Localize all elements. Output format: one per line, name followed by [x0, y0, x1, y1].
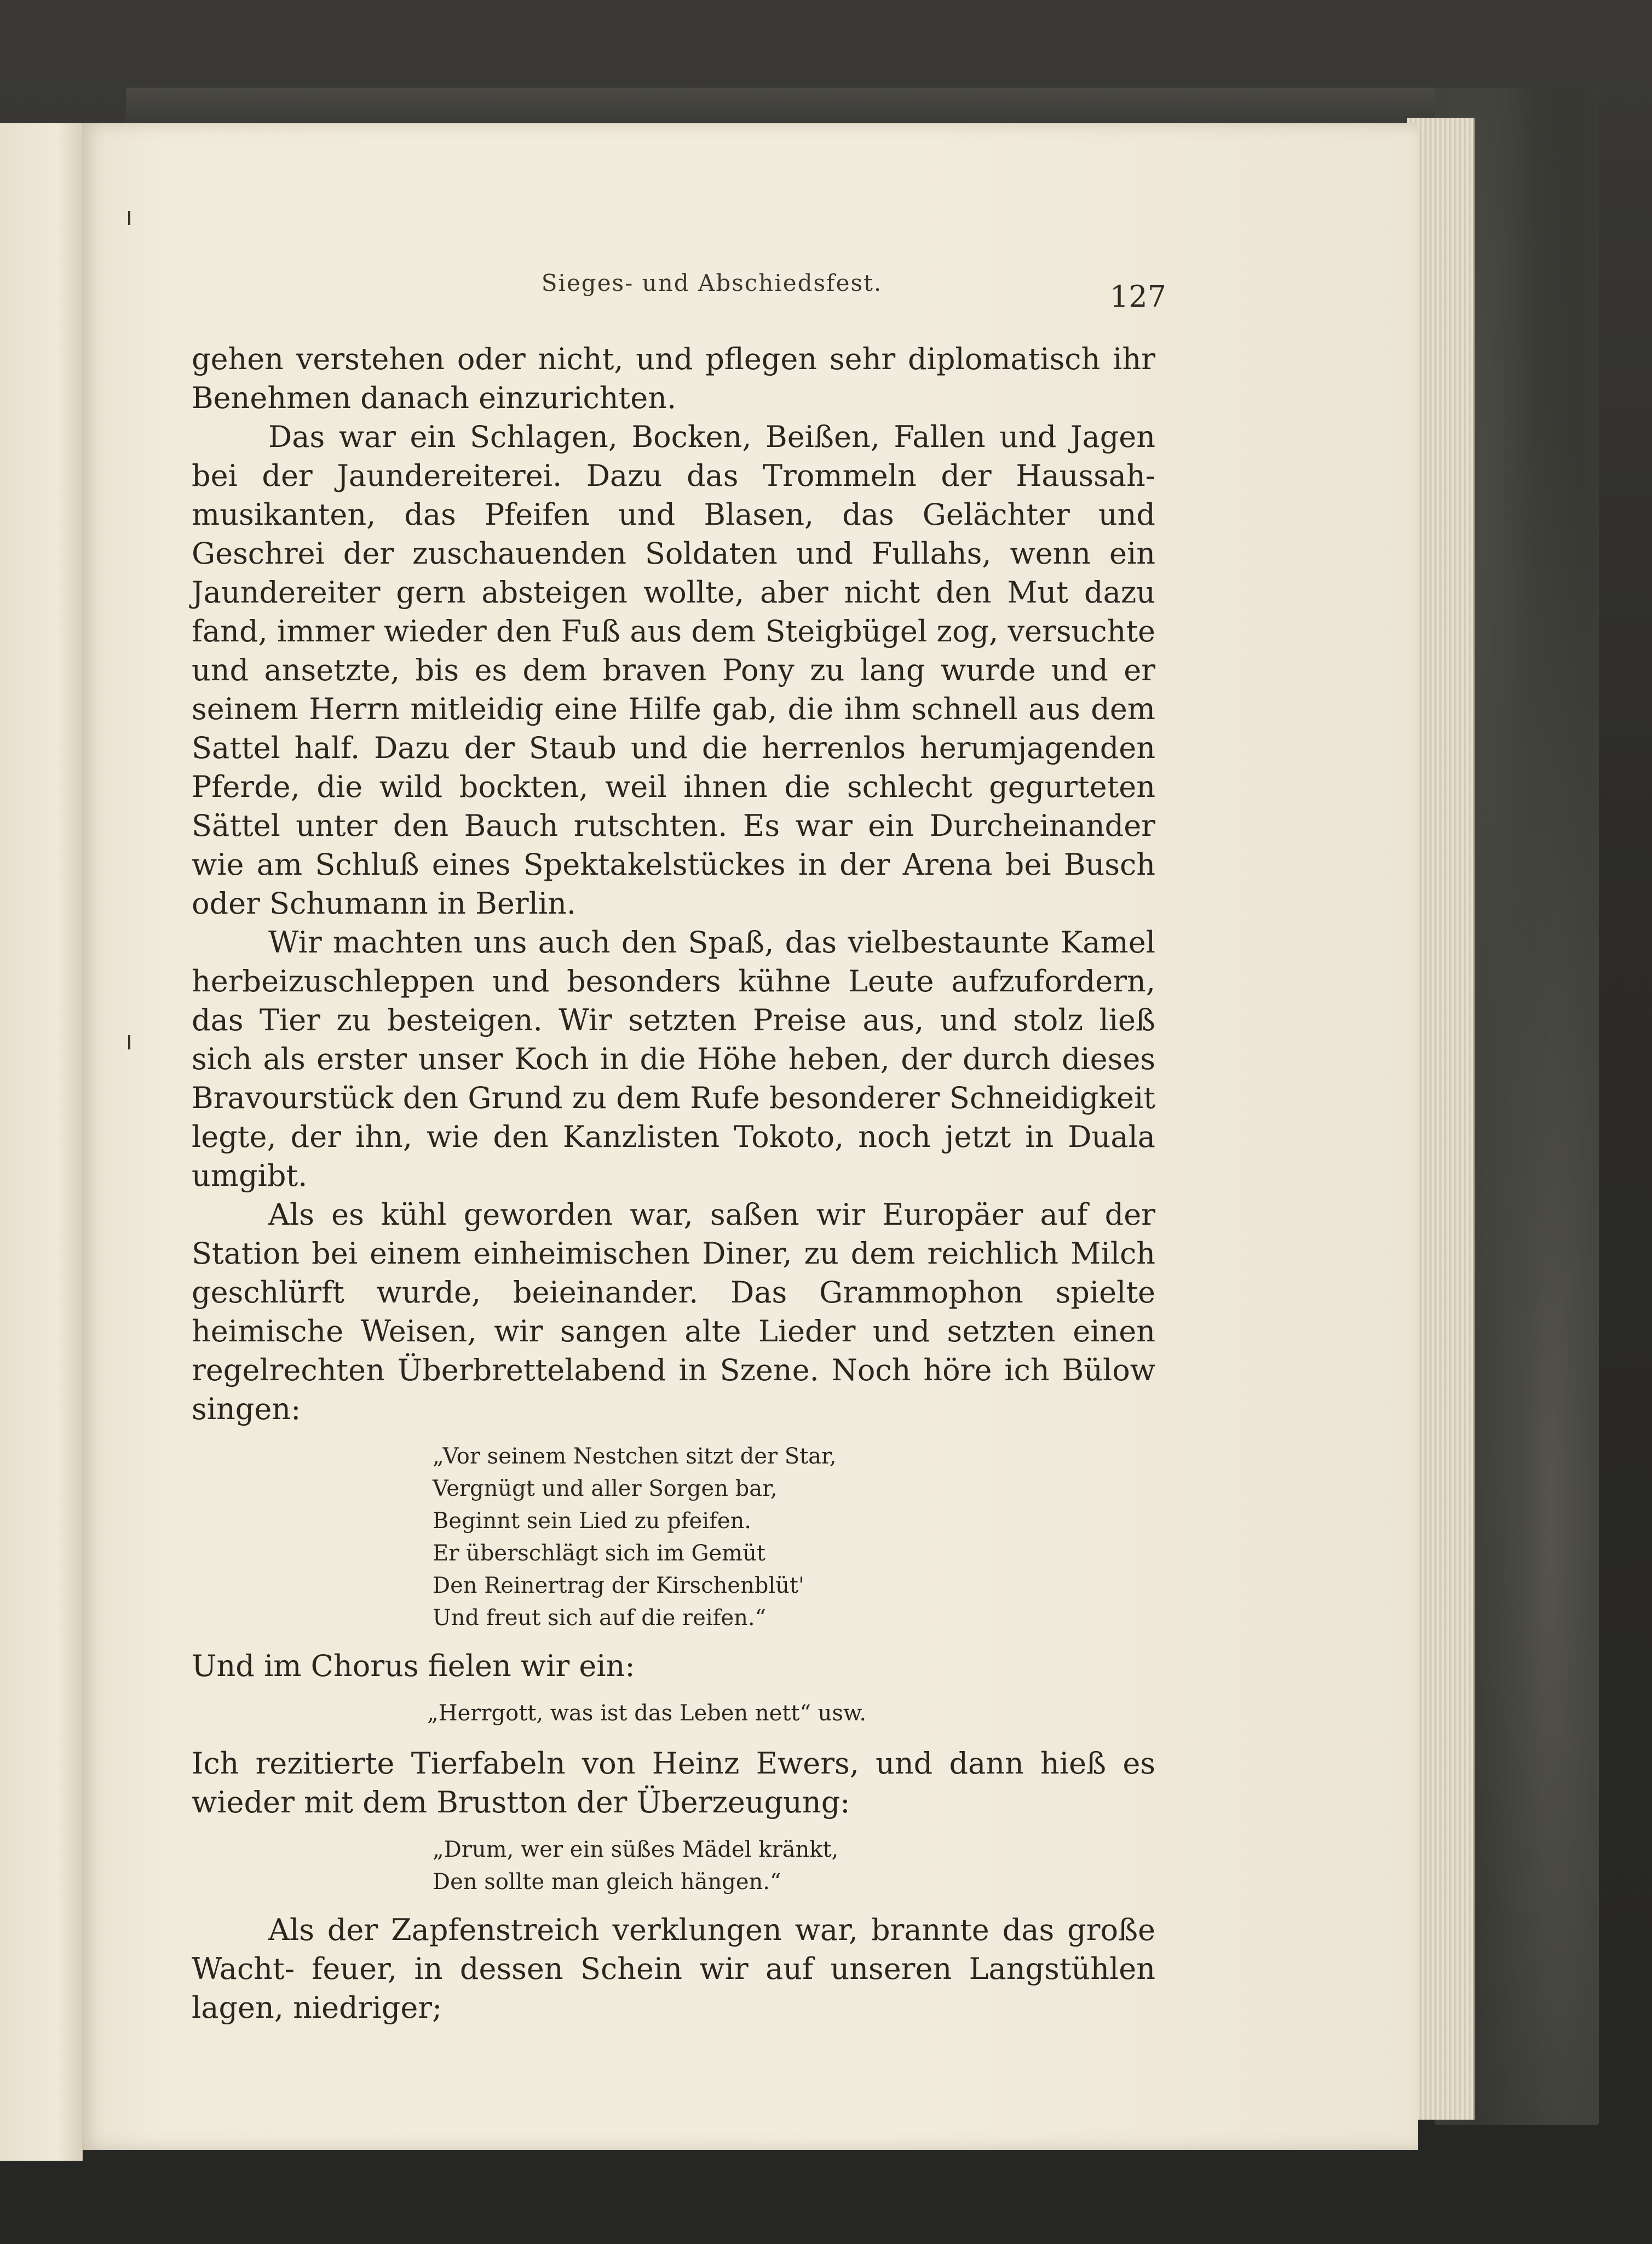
page-number: 127 — [1109, 279, 1166, 314]
verse-line: Er überschlägt sich im Gemüt — [433, 1541, 765, 1566]
paragraph: Das war ein Schlagen, Bocken, Beißen, Fallen und Jagen bei der Jaundereiterei. Dazu das Trommeln der Haussah- musikanten, das Pfeifen und Blasen, das Gelächter und Geschrei der zuschauenden Soldaten und Fullahs, wenn ein Jaundereiter gern absteigen wollte, aber nicht den Mut dazu fand, immer wieder den Fuß aus dem Steigbügel zog, versuchte und ansetzte, bis es dem braven Pony zu lang wurde und er seinem Herrn mitleidig eine Hilfe gab, die ihm schnell aus dem Sattel half. Dazu der Staub und die herrenlos herumjagenden Pferde, die wild bockten, weil ihnen die schlecht gegurteten Sättel unter den Bauch rutschten. Es war ein Durcheinander wie am Schluß eines Spektakelstückes in der Arena bei Busch oder Schumann in Berlin. — [192, 420, 1155, 921]
paragraph: Wir machten uns auch den Spaß, das vielbestaunte Kamel herbeizuschleppen und besonders kühne Leute aufzufordern, das Tier zu besteigen. Wir setzten Preise aus, und stolz ließ sich als erster unser Koch in die Höhe heben, der durch dieses Bravourstück den Grund zu dem Rufe besonderer Schneidigkeit legte, der ihn, wie den Kanzlisten Tokoto, noch jetzt in Duala umgibt. — [192, 925, 1155, 1193]
book-top-edge — [126, 88, 1599, 126]
verse-line: Vergnügt und aller Sorgen bar, — [433, 1476, 778, 1501]
paragraph: gehen verstehen oder nicht, und pflegen sehr diplomatisch ihr Benehmen danach einzurichten. — [192, 342, 1155, 415]
verse-line: Den sollte man gleich hängen.“ — [433, 1869, 781, 1895]
verse-quote — [433, 1440, 1155, 1634]
verse-line: Den Reinertrag der Kirschenblüt' — [433, 1573, 804, 1598]
verse-quote: „Herrgott, was ist das Leben nett“ usw. — [427, 1701, 867, 1726]
verse-line: „Drum, wer ein süßes Mädel kränkt, — [433, 1837, 839, 1862]
running-title: Sieges- und Abschiedsfest. — [541, 269, 883, 296]
body-text — [192, 340, 1155, 2027]
paragraph: Ich rezitierte Tierfabeln von Heinz Ewers, und dann hieß es wieder mit dem Brustton der Überzeugung: — [192, 1746, 1155, 1820]
verse-line: Beginnt sein Lied zu pfeifen. — [433, 1508, 751, 1534]
paragraph: Als es kühl geworden war, saßen wir Europäer auf der Station bei einem einheimischen Diner, zu dem reichlich Milch geschlürft wurde, beieinander. Das Grammophon spielte heimische Weisen, wir sangen alte Lieder und setzten einen regelrechten Überbrettelabend in Szene. Noch höre ich Bülow singen: — [192, 1197, 1155, 1426]
verse-quote — [433, 1834, 1155, 1898]
gutter-mark — [128, 211, 130, 225]
facing-page — [0, 123, 83, 2161]
paragraph: Und im Chorus fielen wir ein: — [192, 1649, 635, 1683]
gutter-mark — [128, 1035, 130, 1049]
paragraph: Als der Zapfenstreich verklungen war, brannte das große Wacht- feuer, in dessen Schein wir auf unseren Langstühlen lagen, niedriger; — [192, 1913, 1155, 2025]
verse-line: Und freut sich auf die reifen.“ — [433, 1605, 767, 1631]
verse-line: „Vor seinem Nestchen sitzt der Star, — [433, 1444, 837, 1469]
